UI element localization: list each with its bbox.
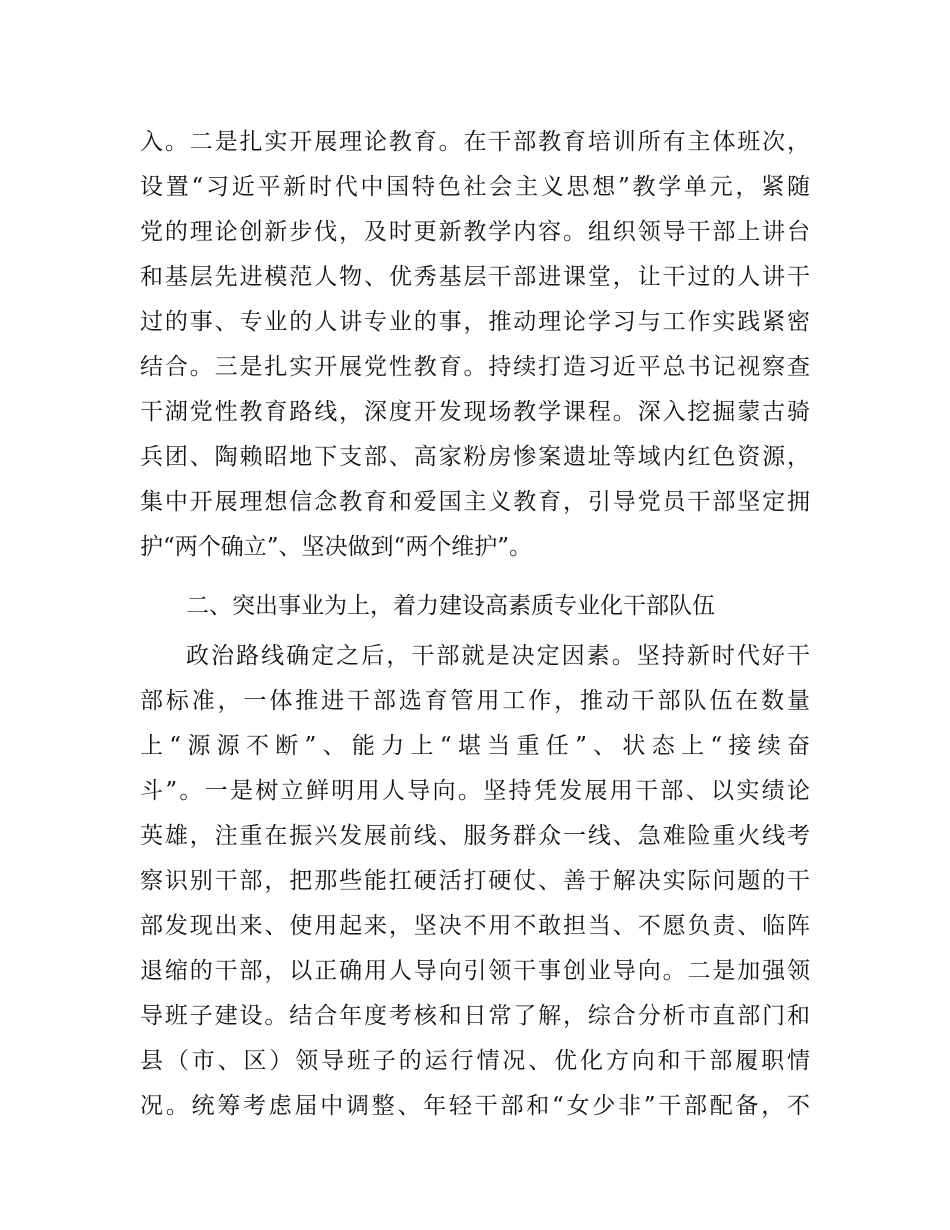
text-line: 护“两个确立”、坚决做到“两个维护”。 xyxy=(140,534,533,560)
text-line: 政治路线确定之后，干部就是决定因素。坚持新时代好干 xyxy=(186,643,810,669)
text-line: 况。统筹考虑届中调整、年轻干部和“女少非”干部配备，不 xyxy=(140,1093,810,1119)
text-line: 斗”。一是树立鲜明用人导向。坚持凭发展用干部、以实绩论 xyxy=(140,778,810,804)
text-line: 上“源源不断”、能力上“堪当重任”、状态上“接续奋 xyxy=(140,733,810,759)
text-line: 过的事、专业的人讲专业的事，推动理论学习与工作实践紧密 xyxy=(140,309,810,335)
text-line: 干湖党性教育路线，深度开发现场教学课程。深入挖掘蒙古骑 xyxy=(140,399,810,425)
text-line: 导班子建设。结合年度考核和日常了解，综合分析市直部门和 xyxy=(140,1003,810,1029)
text-line: 县（市、区）领导班子的运行情况、优化方向和干部履职情 xyxy=(140,1048,810,1074)
text-line: 兵团、陶赖昭地下支部、高家粉房惨案遗址等域内红色资源， xyxy=(140,444,810,470)
text-line: 和基层先进模范人物、优秀基层干部进课堂，让干过的人讲干 xyxy=(140,264,810,290)
text-line: 结合。三是扎实开展党性教育。持续打造习近平总书记视察查 xyxy=(140,354,810,380)
text-line: 党的理论创新步伐，及时更新教学内容。组织领导干部上讲台 xyxy=(140,219,810,245)
text-line: 入。二是扎实开展理论教育。在干部教育培训所有主体班次， xyxy=(140,129,810,155)
text-line: 退缩的干部，以正确用人导向引领干事创业导向。二是加强领 xyxy=(140,958,810,984)
paragraph-theory-and-party-education xyxy=(140,120,810,570)
text-line: 察识别干部，把那些能扛硬活打硬仗、善于解决实际问题的干 xyxy=(140,868,810,894)
paragraph-cadre-team-building xyxy=(140,634,810,1129)
section-heading: 二、突出事业为上，着力建设高素质专业化干部队伍 xyxy=(186,593,715,619)
text-line: 部发现出来、使用起来，坚决不用不敢担当、不愿负责、临阵 xyxy=(140,913,810,939)
document-body xyxy=(140,120,810,1129)
text-line: 部标准，一体推进干部选育管用工作，推动干部队伍在数量 xyxy=(140,688,810,714)
text-line: 集中开展理想信念教育和爱国主义教育，引导党员干部坚定拥 xyxy=(140,489,810,515)
text-line: 设置“习近平新时代中国特色社会主义思想”教学单元，紧随 xyxy=(140,174,810,200)
text-line: 英雄，注重在振兴发展前线、服务群众一线、急难险重火线考 xyxy=(140,823,810,849)
